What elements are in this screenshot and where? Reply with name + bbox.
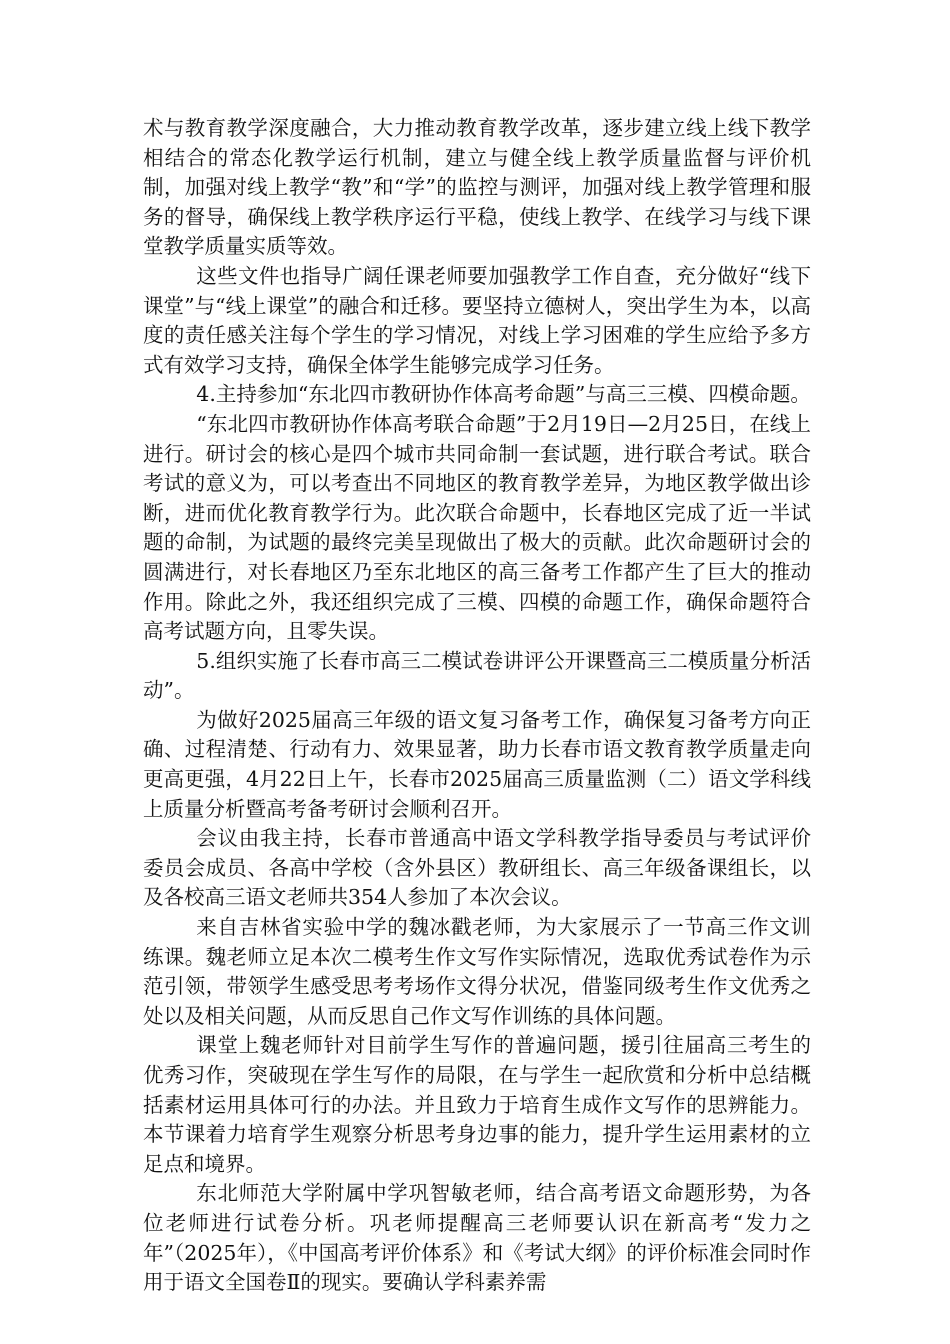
paragraph-writing-class: 来自吉林省实验中学的魏冰戳老师，为大家展示了一节高三作文训练课。魏老师立足本次二模考生作文写作实际情况，选取优秀试卷作为示范引领，带领学生感受思考考场作文得分状况，借鉴同级考生作文优秀之处以及相关问题，从而反思自己作文写作训练的具体问题。 (143, 915, 811, 1028)
paragraph-online-teaching-mechanism: 术与教育教学深度融合，大力推动教育教学改革，逐步建立线上线下教学相结合的常态化教学运行机制，建立与健全线上教学质量监督与评价机制，加强对线上教学“教”和“学”的监控与测评，加强对线上教学管理和服务的督导，确保线上教学秩序运行平稳，使线上教学、在线学习与线下课堂教学质量实质等效。 (143, 116, 811, 259)
paragraph-meeting-attendees: 会议由我主持，长春市普通高中语文学科教学指导委员与考试评价委员会成员、各高中学校（含外县区）教研组长、高三年级备课组长，以及各校高三语文老师共354人参加了本次会议。 (143, 826, 811, 910)
paragraph-review-meeting: 为做好2025届高三年级的语文复习备考工作，确保复习备考方向正确、过程清楚、行动有力、效果显著，助力长春市语文教育教学质量走向更高更强，4月22日上午，长春市2025届高三质量监测（二）语文学科线上质量分析暨高考备考研讨会顺利召开。 (143, 707, 811, 821)
section-heading-4: 4.主持参加“东北四市教研协作体高考命题”与高三三模、四模命题。 (196, 382, 811, 407)
document-body (143, 114, 811, 1298)
paragraph-class-content: 课堂上魏老师针对目前学生写作的普遍问题，援引往届高三考生的优秀习作，突破现在学生写作的局限，在与学生一起欣赏和分析中总结概括素材运用具体可行的办法。并且致力于培育生成作文写作的思辨能力。本节课着力培育学生观察分析思考身边事的能力，提升学生运用素材的立足点和境界。 (143, 1033, 811, 1176)
paragraph-joint-exam: “东北四市教研协作体高考联合命题”于2月19日—2月25日，在线上进行。研讨会的核心是四个城市共同命制一套试题，进行联合考试。联合考试的意义为，可以考查出不同地区的教育教学差异，为地区教学做出诊断，进而优化教育教学行为。此次联合命题中，长春地区完成了近一半试题的命制，为试题的最终完美呈现做出了极大的贡献。此次命题研讨会的圆满进行，对长春地区乃至东北地区的高三备考工作都产生了巨大的推动作用。除此之外，我还组织完成了三模、四模的命题工作，确保命题符合高考试题方向，且零失误。 (143, 411, 811, 644)
paragraph-teacher-self-check: 这些文件也指导广阔任课老师要加强教学工作自查，充分做好“线下课堂”与“线上课堂”的融合和迁移。要坚持立德树人，突出学生为本，以高度的责任感关注每个学生的学习情况，对线上学习困难的学生应给予多方式有效学习支持，确保全体学生能够完成学习任务。 (143, 263, 811, 377)
section-heading-5: 5.组织实施了长春市高三二模试卷讲评公开课暨高三二模质量分析活动”。 (143, 648, 811, 703)
paragraph-paper-analysis: 东北师范大学附属中学巩智敏老师，结合高考语文命题形势，为各位老师进行试卷分析。巩老师提醒高三老师要认识在新高考“发力之年”（2025年），《中国高考评价体系》和《考试大纲》的评价标准会同时作用于语文全国卷Ⅱ的现实。要确认学科素养需 (143, 1181, 811, 1295)
